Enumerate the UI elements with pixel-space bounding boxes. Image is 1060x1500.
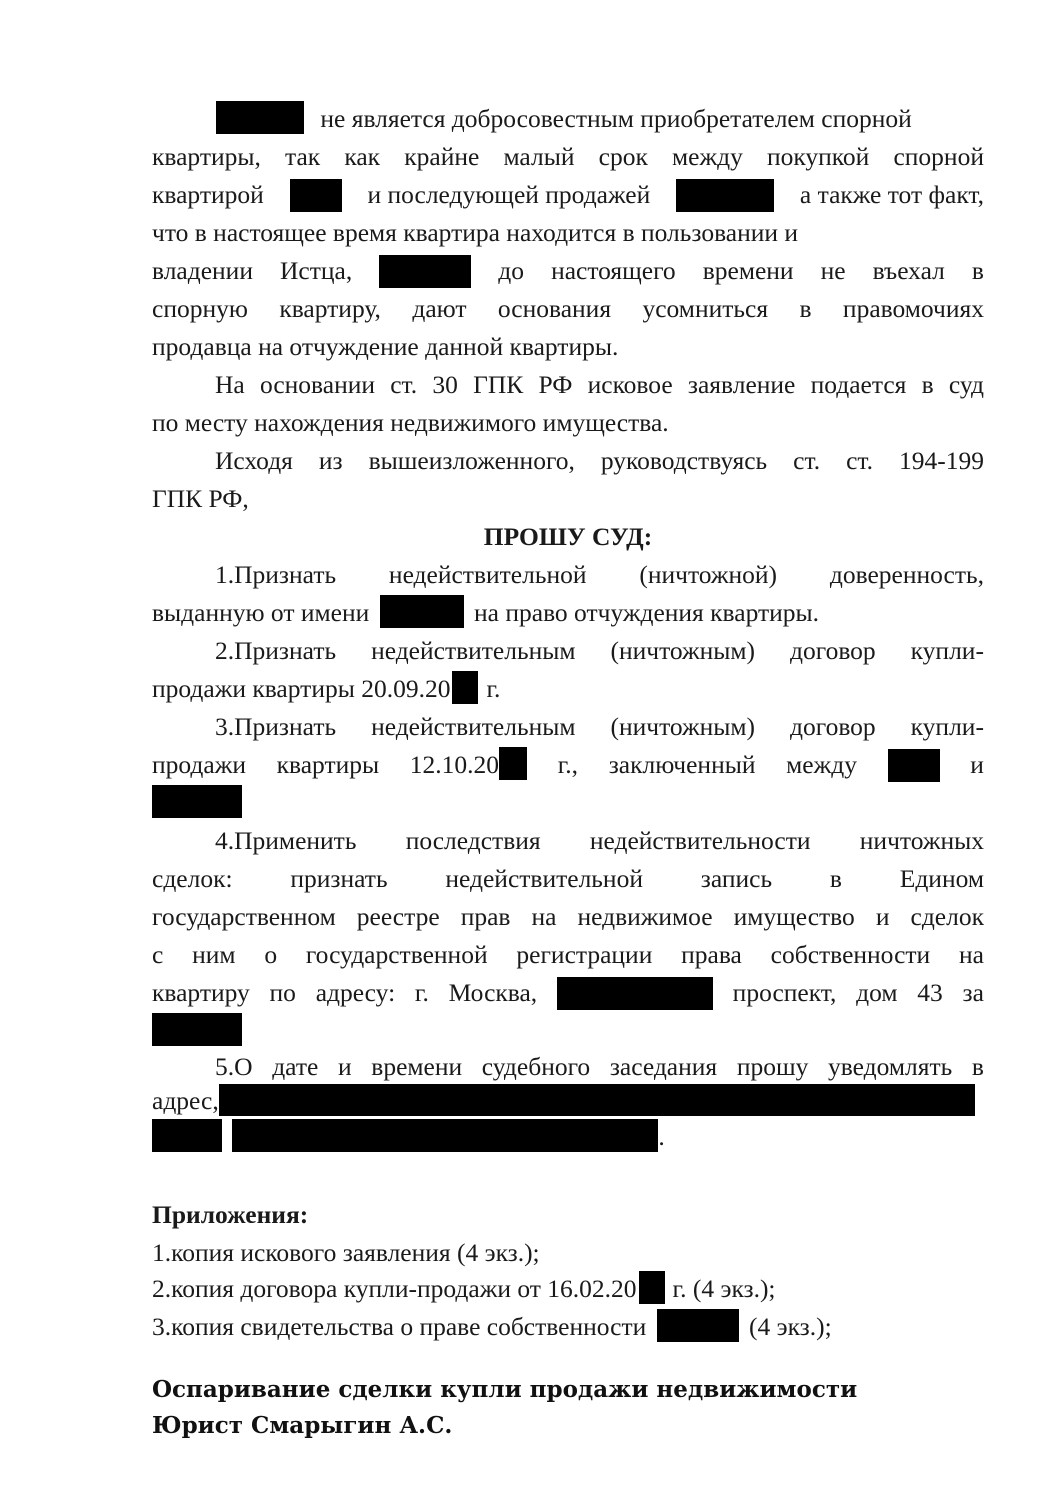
word: въехал [872, 256, 945, 285]
word: 3.Признать [215, 712, 337, 741]
word: уведомлять [828, 1052, 953, 1081]
word: государственной [305, 940, 488, 969]
item4-line-4 [152, 936, 984, 974]
word: и [337, 1052, 352, 1081]
text-segment: не является добросовестным приобретателем спорной [320, 104, 912, 133]
word: малый [503, 142, 575, 171]
word: Москва, [448, 978, 538, 1007]
word: времени [371, 1052, 463, 1081]
word: г. [414, 978, 429, 1007]
redaction-box [152, 785, 242, 818]
word: 194-199 [898, 446, 984, 475]
item4-line-1 [215, 822, 984, 860]
word: адресу: [315, 978, 396, 1007]
p2-line-1 [215, 366, 984, 404]
redaction-box [639, 1271, 665, 1304]
word: дом [856, 978, 898, 1007]
word: квартиру, [279, 294, 381, 323]
word: до [498, 256, 525, 285]
word: последствия [405, 826, 541, 855]
word: на [958, 940, 984, 969]
redaction-box [888, 749, 940, 782]
word: спорной [893, 142, 984, 171]
word: квартиры [276, 750, 380, 779]
word: 12.10.20 [409, 750, 500, 779]
request-heading: ПРОШУ СУД: [483, 522, 653, 551]
word: РФ [538, 370, 573, 399]
word: имущество [733, 902, 855, 931]
word: собственности [770, 940, 931, 969]
redaction-box [452, 671, 478, 704]
word: 1.Признать [215, 560, 337, 589]
word: ст. [793, 446, 821, 475]
item3-line-3 [152, 784, 984, 822]
redaction-box [499, 747, 527, 780]
redaction-box [232, 1119, 658, 1152]
p2-line-2: по месту нахождения недвижимого имущества. [152, 408, 669, 437]
word: запись [700, 864, 773, 893]
word: подается [810, 370, 907, 399]
redaction-box [216, 101, 304, 134]
word: прошу [736, 1052, 809, 1081]
word: недействительным [371, 636, 576, 665]
word: крайне [404, 142, 480, 171]
attachment-2 [152, 1270, 984, 1308]
word: в [921, 370, 934, 399]
word: настоящего [551, 256, 676, 285]
word: в [829, 864, 842, 893]
redaction-box [380, 595, 464, 628]
p1-line-6 [152, 290, 984, 328]
word: в [971, 256, 984, 285]
word: ст. [390, 370, 418, 399]
word: покупкой [766, 142, 870, 171]
word: недействительной [388, 560, 587, 589]
text-segment: 2.копия договора купли-продажи от 16.02.20 [152, 1274, 637, 1303]
item1-line-2 [152, 594, 984, 632]
redaction-box [557, 977, 713, 1010]
item4-line-2 [152, 860, 984, 898]
item1-line-1 [215, 556, 984, 594]
p1-line-7: продавца на отчуждение данной квартиры. [152, 332, 619, 361]
word: 30 [432, 370, 458, 399]
word: и [970, 750, 984, 779]
p1-line-5 [152, 252, 984, 290]
word: недействительности [589, 826, 811, 855]
word: государственном [152, 902, 336, 931]
word: заявление [687, 370, 796, 399]
word: заключенный [608, 750, 756, 779]
attachments-title: Приложения: [152, 1200, 309, 1229]
word: так [285, 142, 321, 171]
text-segment: адрес, [152, 1086, 219, 1115]
word: суд [948, 370, 984, 399]
word: договор [790, 712, 876, 741]
word: исковое [587, 370, 673, 399]
word: ст. [846, 446, 873, 475]
p1-line-1 [152, 100, 984, 138]
p1-line-4: что в настоящее время квартира находится в пользовании и [152, 218, 799, 247]
attachment-1: 1.копия искового заявления (4 экз.); [152, 1238, 540, 1267]
word: вышеизложенного, [368, 446, 575, 475]
item5-line-2 [152, 1082, 984, 1120]
word: владении [152, 256, 253, 285]
word: дают [412, 294, 467, 323]
word: на [531, 902, 557, 931]
redaction-box [219, 1084, 975, 1116]
word: руководствуясь [600, 446, 768, 475]
word: основания [497, 294, 612, 323]
word: сделок [910, 902, 984, 931]
word: г., [557, 750, 579, 779]
word: квартиры, [152, 142, 261, 171]
word: 43 [917, 978, 943, 1007]
footer-title: Оспаривание сделки купли продажи недвижимости [152, 1376, 858, 1403]
word: недвижимое [577, 902, 713, 931]
word: не [820, 256, 846, 285]
word: купли- [910, 712, 984, 741]
item5-line-1 [215, 1048, 984, 1086]
word: права [681, 940, 742, 969]
text-segment: 3.копия свидетельства о праве собственности [152, 1312, 647, 1341]
date-with-redaction [410, 746, 527, 784]
word: 2.Признать [215, 636, 337, 665]
word: ГПК [473, 370, 524, 399]
word: недействительной [445, 864, 643, 893]
word: как [344, 142, 381, 171]
text-segment: выданную от имени [152, 598, 370, 627]
footer-author: Юрист Смарыгин А.С. [152, 1412, 453, 1439]
text-segment: а также тот факт, [799, 180, 984, 209]
p3-line-2: ГПК РФ, [152, 484, 249, 513]
redaction-box [379, 255, 471, 288]
word: в [971, 1052, 984, 1081]
word: квартирой [152, 180, 264, 209]
p1-line-3 [152, 176, 984, 214]
p3-line-1 [215, 442, 984, 480]
word: правомочиях [842, 294, 984, 323]
word: регистрации [516, 940, 653, 969]
word: купли- [910, 636, 984, 665]
word: договор [790, 636, 876, 665]
word: ним [192, 940, 236, 969]
redaction-box [657, 1309, 739, 1342]
word: доверенность, [829, 560, 984, 589]
word: сделок: [152, 864, 233, 893]
word: о [264, 940, 278, 969]
word: основании [259, 370, 376, 399]
word: прав [460, 902, 511, 931]
word: между [786, 750, 857, 779]
item3-line-1 [215, 708, 984, 746]
word: спорную [152, 294, 248, 323]
word: продажи [152, 750, 246, 779]
word: (ничтожной) [639, 560, 778, 589]
word: усомниться [642, 294, 769, 323]
item3-line-2 [152, 746, 984, 784]
word: между [672, 142, 743, 171]
attachment-3 [152, 1308, 984, 1346]
word: и [875, 902, 890, 931]
redaction-box [290, 179, 342, 212]
redaction-box [152, 1119, 222, 1152]
word: (ничтожным) [610, 636, 756, 665]
text-segment: г. (4 экз.); [672, 1274, 776, 1303]
text-segment: (4 экз.); [749, 1312, 832, 1341]
word: 5.О [215, 1052, 253, 1081]
word: судебного [481, 1052, 591, 1081]
text-segment: . [658, 1122, 665, 1151]
word: по [269, 978, 296, 1007]
text-segment: г. [486, 674, 501, 703]
word: из [318, 446, 343, 475]
word: признать [290, 864, 388, 893]
item4-line-5 [152, 974, 984, 1012]
word: Истца, [280, 256, 353, 285]
item2-line-2 [152, 670, 984, 708]
word: срок [598, 142, 648, 171]
word: недействительным [371, 712, 576, 741]
redaction-box [152, 1013, 242, 1046]
p1-line-2 [152, 138, 984, 176]
text-segment: на право отчуждения квартиры. [474, 598, 820, 627]
word: квартиру [152, 978, 250, 1007]
word: в [799, 294, 812, 323]
word: ничтожных [859, 826, 984, 855]
text-segment: продажи квартиры 20.09.20 [152, 674, 451, 703]
word: 4.Применить [215, 826, 357, 855]
redaction-box [676, 179, 774, 212]
item5-line-3 [152, 1118, 984, 1156]
item4-line-6 [152, 1012, 984, 1050]
text-segment: и последующей продажей [367, 180, 651, 209]
word: заседания [609, 1052, 718, 1081]
word: (ничтожным) [610, 712, 756, 741]
word: реестре [356, 902, 440, 931]
word: На [215, 370, 245, 399]
item2-line-1 [215, 632, 984, 670]
word: Едином [899, 864, 984, 893]
item4-line-3 [152, 898, 984, 936]
word: времени [702, 256, 794, 285]
word: Исходя [215, 446, 293, 475]
word: за [962, 978, 984, 1007]
word: с [152, 940, 164, 969]
word: дате [272, 1052, 319, 1081]
word: проспект, [732, 978, 837, 1007]
